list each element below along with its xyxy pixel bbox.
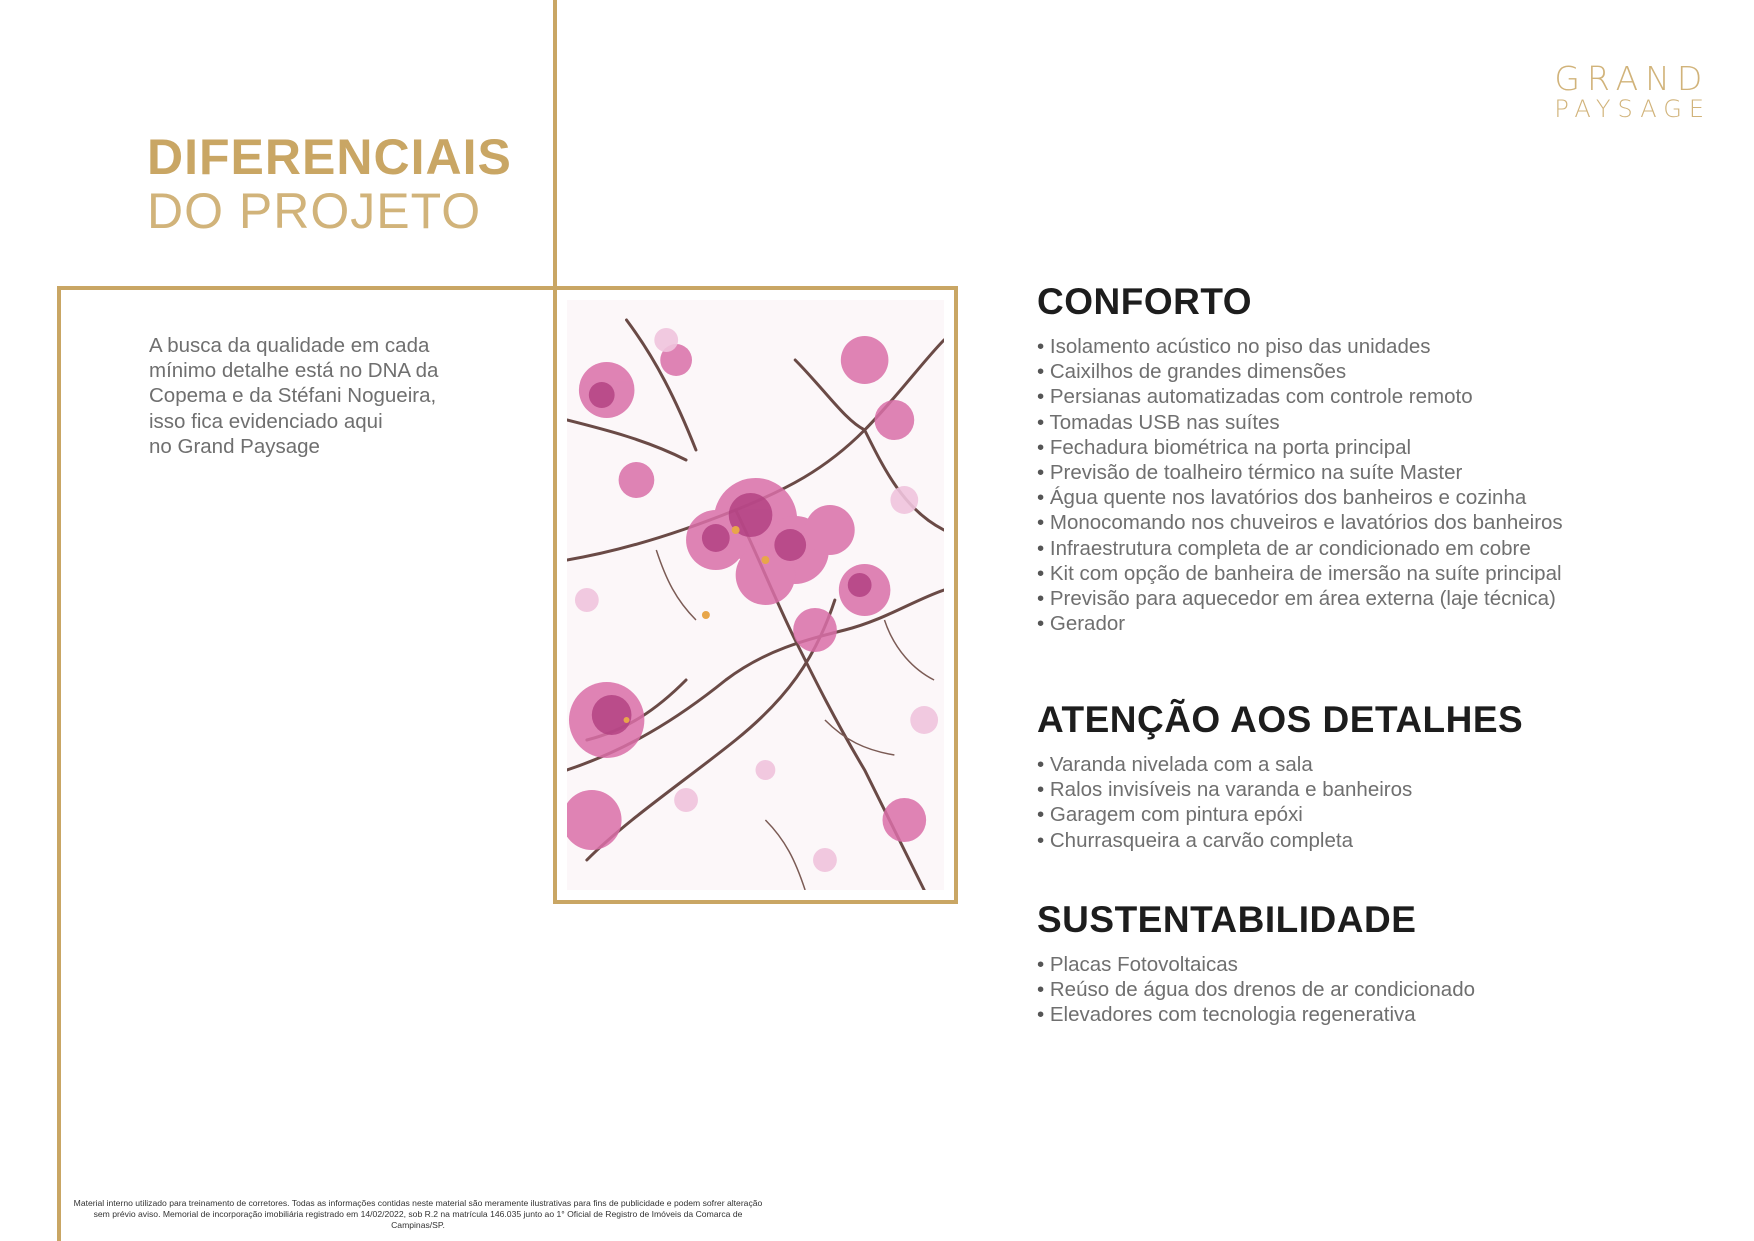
- list-item: • Caixilhos de grandes dimensões: [1037, 359, 1563, 384]
- legal-disclaimer: Material interno utilizado para treinamento de corretores. Todas as informações contidas neste material são meramente ilustrativas para fins de publicidade e podem sofrer alteração sem prévio aviso. Memorial de incorporação imobiliária registrado em 14/02/2022, sob R.2 na matrícula 146.035 junto ao 1° Oficial de Registro de Imóveis da Comarca de Campinas/SP.: [73, 1198, 763, 1230]
- grand-paysage-logo: [1554, 59, 1711, 123]
- list-item: • Infraestrutura completa de ar condicionado em cobre: [1037, 536, 1563, 561]
- list-item: • Tomadas USB nas suítes: [1037, 410, 1563, 435]
- intro-paragraph: A busca da qualidade em cada mínimo detalhe está no DNA da Copema e da Stéfani Nogueira, isso fica evidenciado aqui no Grand Paysage: [149, 334, 439, 458]
- list-item: • Kit com opção de banheira de imersão na suíte principal: [1037, 561, 1563, 586]
- logo-line-2: PAYSAGE: [1554, 95, 1711, 123]
- list-item: • Água quente nos lavatórios dos banheiros e cozinha: [1037, 485, 1563, 510]
- list-item: • Churrasqueira a carvão completa: [1037, 828, 1523, 853]
- feature-list: [1037, 334, 1563, 636]
- list-item: • Monocomando nos chuveiros e lavatórios dos banheiros: [1037, 510, 1563, 535]
- blossom-illustration: [567, 300, 944, 890]
- list-item: • Varanda nivelada com a sala: [1037, 752, 1523, 777]
- pink-blossom-photo: [567, 300, 944, 890]
- list-item: • Placas Fotovoltaicas: [1037, 952, 1475, 977]
- list-item: • Fechadura biométrica na porta principal: [1037, 435, 1563, 460]
- list-item: • Previsão de toalheiro térmico na suíte Master: [1037, 460, 1563, 485]
- section-conforto: [1037, 280, 1563, 636]
- vertical-divider-top: [553, 0, 557, 290]
- list-item: • Ralos invisíveis na varanda e banheiros: [1037, 777, 1523, 802]
- section-atencao-aos-detalhes: [1037, 698, 1523, 853]
- feature-list: [1037, 952, 1475, 1028]
- list-item: • Previsão para aquecedor em área externa (laje técnica): [1037, 586, 1563, 611]
- section-sustentabilidade: [1037, 898, 1475, 1028]
- list-item: • Persianas automatizadas com controle remoto: [1037, 384, 1563, 409]
- section-heading: CONFORTO: [1037, 281, 1253, 322]
- list-item: • Reúso de água dos drenos de ar condicionado: [1037, 977, 1475, 1002]
- logo-line-1: GRAND: [1554, 59, 1710, 98]
- page-title: [147, 130, 512, 238]
- horizontal-divider: [57, 286, 557, 290]
- section-heading: SUSTENTABILIDADE: [1037, 899, 1417, 940]
- title-line-2: DO PROJETO: [147, 183, 482, 239]
- list-item: • Elevadores com tecnologia regenerativa: [1037, 1002, 1475, 1027]
- list-item: • Garagem com pintura epóxi: [1037, 802, 1523, 827]
- list-item: • Isolamento acústico no piso das unidades: [1037, 334, 1563, 359]
- photo-frame: [553, 286, 958, 904]
- feature-list: [1037, 752, 1523, 853]
- list-item: • Gerador: [1037, 611, 1563, 636]
- section-heading: ATENÇÃO AOS DETALHES: [1037, 699, 1524, 740]
- title-line-1: DIFERENCIAIS: [147, 129, 512, 185]
- vertical-divider-left: [57, 286, 61, 1241]
